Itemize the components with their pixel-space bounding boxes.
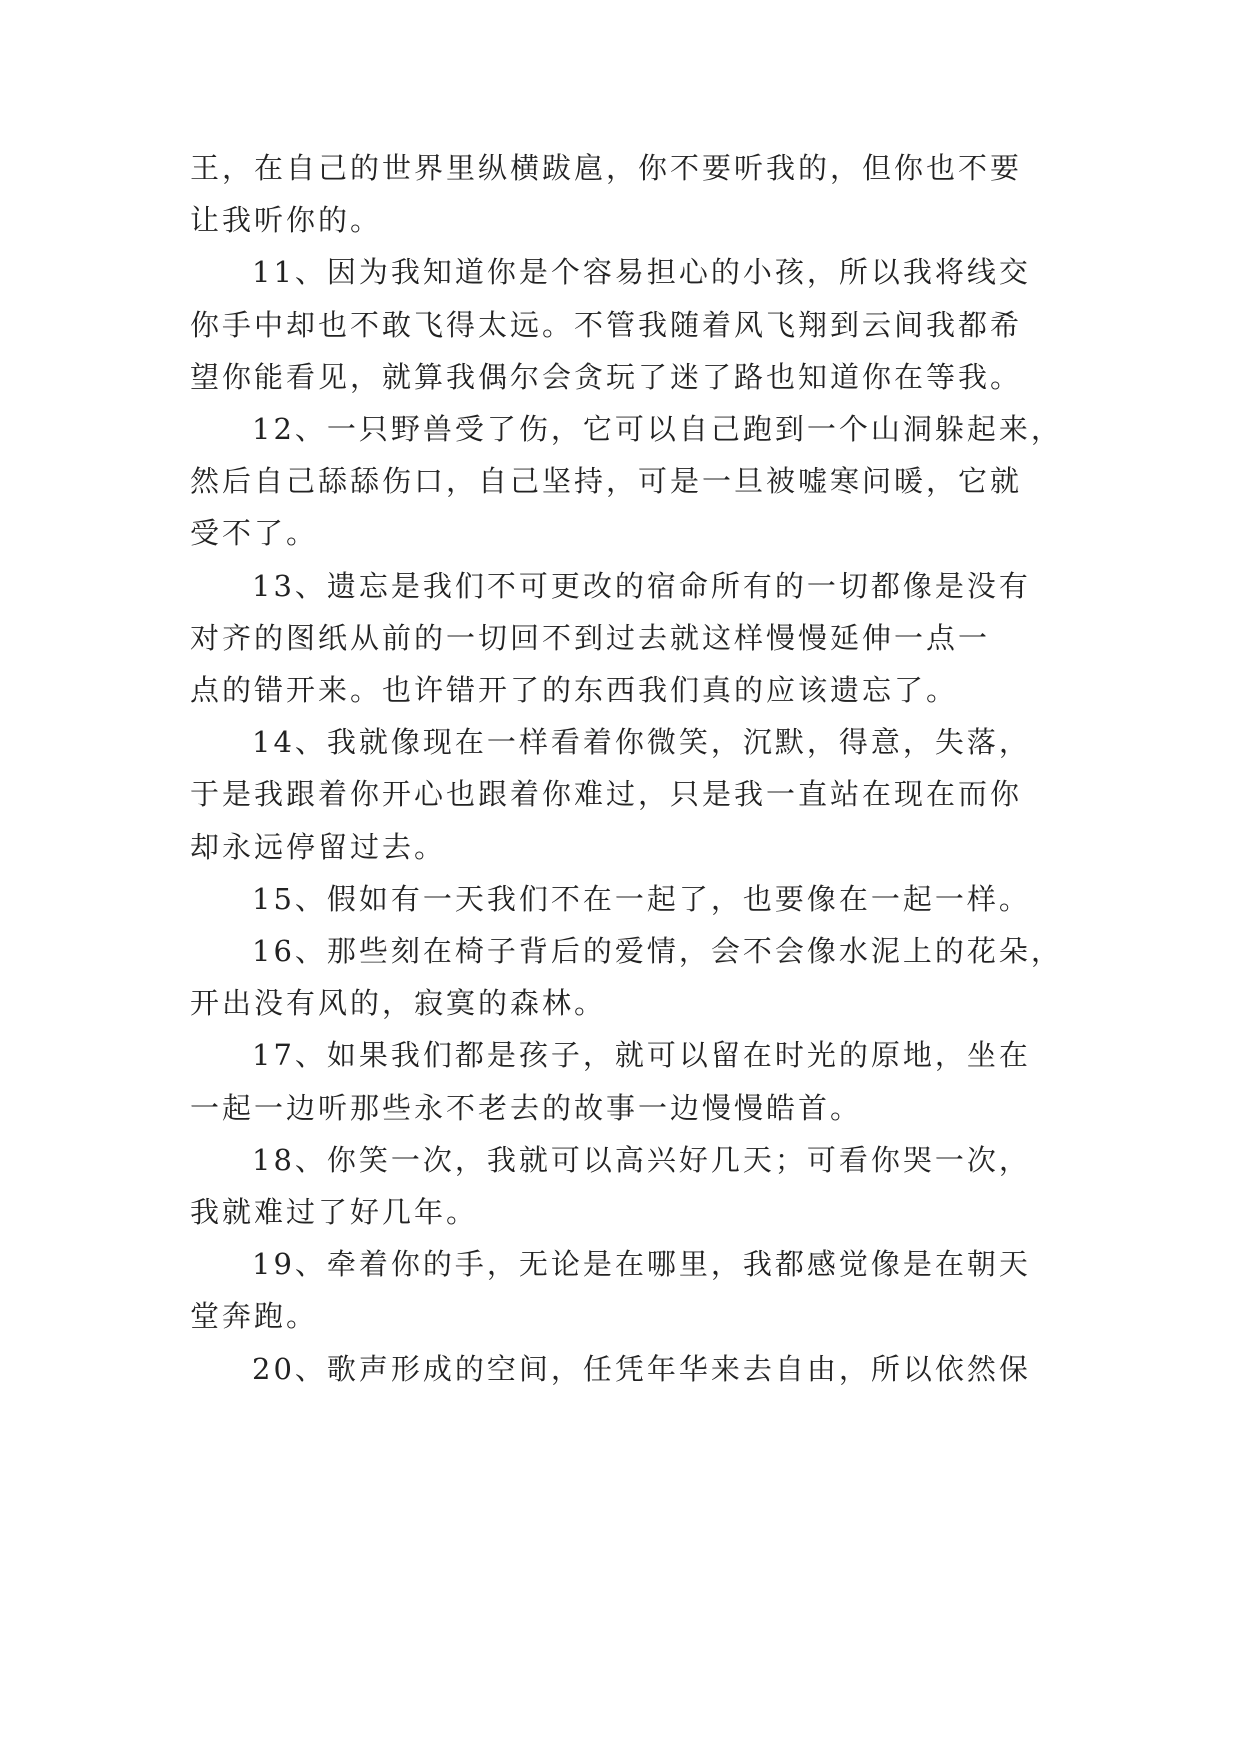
text-line xyxy=(0,716,1241,768)
text-line xyxy=(0,507,1241,559)
text-line xyxy=(0,612,1241,664)
text-line xyxy=(0,1343,1241,1395)
text-line xyxy=(0,873,1241,925)
text-line xyxy=(0,1082,1241,1134)
paragraph-line: 开出没有风的，寂寞的森林。 xyxy=(190,986,607,1020)
paragraph-first-line: 20、歌声形成的空间，任凭年华来去自由，所以依然保 xyxy=(252,1352,1031,1386)
paragraph-first-line: 14、我就像现在一样看着你微笑，沉默，得意，失落， xyxy=(252,725,1031,759)
text-line xyxy=(0,351,1241,403)
paragraph-line: 受不了。 xyxy=(190,516,319,550)
paragraph-line: 堂奔跑。 xyxy=(190,1299,319,1333)
text-line xyxy=(0,1238,1241,1290)
text-line xyxy=(0,1029,1241,1081)
paragraph-line: 望你能看见，就算我偶尔会贪玩了迷了路也知道你在等我。 xyxy=(190,360,1023,394)
text-line xyxy=(0,664,1241,716)
paragraph-line: 对齐的图纸从前的一切回不到过去就这样慢慢延伸一点一 xyxy=(190,621,991,655)
paragraph-line: 一起一边听那些永不老去的故事一边慢慢皓首。 xyxy=(190,1091,863,1125)
text-line xyxy=(0,1134,1241,1186)
text-line xyxy=(0,246,1241,298)
text-line xyxy=(0,768,1241,820)
text-line xyxy=(0,455,1241,507)
text-line xyxy=(0,821,1241,873)
paragraph-line: 却永远停留过去。 xyxy=(190,830,447,864)
paragraph-line: 然后自己舔舔伤口，自己坚持，可是一旦被嘘寒问暖，它就 xyxy=(190,464,1023,498)
text-line xyxy=(0,1290,1241,1342)
text-line xyxy=(0,925,1241,977)
paragraph-line: 让我听你的。 xyxy=(190,203,383,237)
paragraph-line: 王，在自己的世界里纵横跋扈，你不要听我的，但你也不要 xyxy=(190,151,1023,185)
paragraph-first-line: 11、因为我知道你是个容易担心的小孩，所以我将线交 xyxy=(252,255,1031,289)
paragraph-line: 点的错开来。也许错开了的东西我们真的应该遗忘了。 xyxy=(190,673,959,707)
paragraph-first-line: 13、遗忘是我们不可更改的宿命所有的一切都像是没有 xyxy=(252,569,1031,603)
paragraph-line: 你手中却也不敢飞得太远。不管我随着风飞翔到云间我都希 xyxy=(190,308,1023,342)
paragraph-first-line: 19、牵着你的手，无论是在哪里，我都感觉像是在朝天 xyxy=(252,1247,1031,1281)
text-line xyxy=(0,403,1241,455)
paragraph-line: 于是我跟着你开心也跟着你难过，只是我一直站在现在而你 xyxy=(190,777,1023,811)
text-line xyxy=(0,1186,1241,1238)
paragraph-first-line: 12、一只野兽受了伤，它可以自己跑到一个山洞躲起来， xyxy=(252,412,1063,446)
paragraph-first-line: 17、如果我们都是孩子，就可以留在时光的原地，坐在 xyxy=(252,1038,1031,1072)
paragraph-first-line: 15、假如有一天我们不在一起了，也要像在一起一样。 xyxy=(252,882,1031,916)
text-line xyxy=(0,194,1241,246)
paragraph-line: 我就难过了好几年。 xyxy=(190,1195,479,1229)
text-line xyxy=(0,977,1241,1029)
text-line xyxy=(0,142,1241,194)
text-line xyxy=(0,299,1241,351)
text-line xyxy=(0,560,1241,612)
paragraph-first-line: 16、那些刻在椅子背后的爱情，会不会像水泥上的花朵， xyxy=(252,934,1063,968)
paragraph-first-line: 18、你笑一次，我就可以高兴好几天；可看你哭一次， xyxy=(252,1143,1031,1177)
